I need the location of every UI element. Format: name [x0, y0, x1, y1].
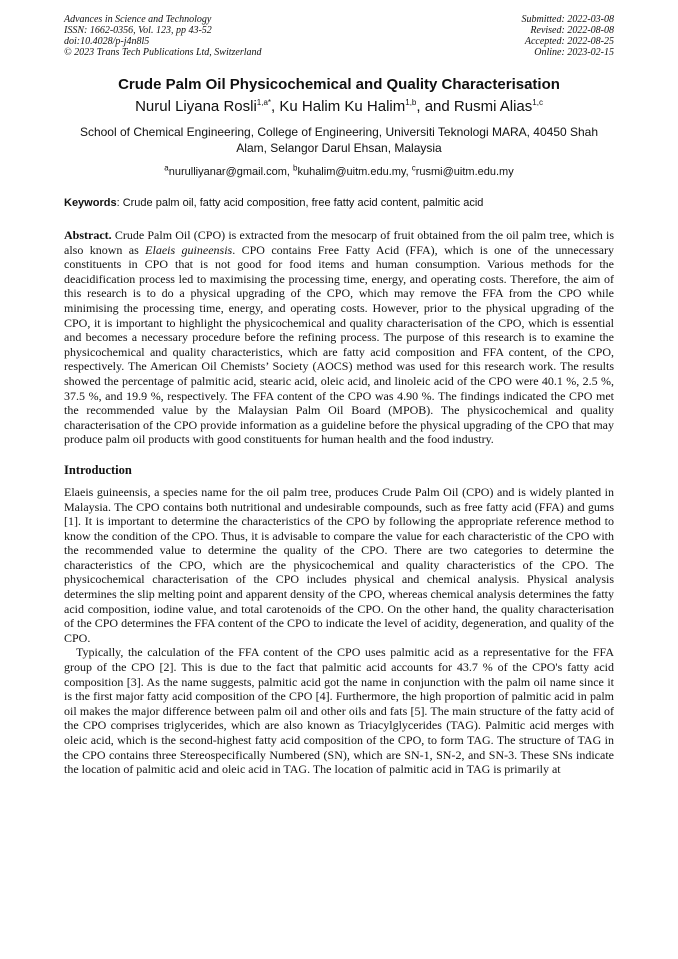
abstract-text-1: Crude Palm Oil (CPO) is extracted from the mesocarp of fruit obtained from the oil palm tree, which is also known as	[64, 228, 614, 257]
dates-info	[522, 14, 615, 58]
email-a-mark: a	[164, 163, 169, 173]
author-list	[64, 97, 614, 117]
accepted-date: Accepted: 2022-08-25	[524, 36, 614, 47]
email-b-mark: b	[293, 163, 298, 173]
doi: doi:10.4028/p-j4n8l5	[64, 36, 150, 47]
copyright: © 2023 Trans Tech Publications Ltd, Switzerland	[64, 47, 262, 58]
author-1-affil: 1,a*	[256, 98, 272, 107]
journal-name: Advances in Science and Technology	[64, 14, 212, 25]
introduction-heading: Introduction	[64, 462, 132, 477]
email-b: kuhalim@uitm.edu.my,	[297, 166, 412, 178]
email-c-mark: c	[411, 163, 416, 173]
author-emails	[64, 165, 614, 179]
online-date: Online: 2023-02-15	[534, 47, 614, 58]
abstract	[64, 228, 614, 447]
keywords	[64, 196, 614, 210]
abstract-text-2: . CPO contains Free Fatty Acid (FFA), which is one of the unnecessary constituents in CPO that is not good for food items and human consumption. Various methods for the deacidification process led to maximising the processing time, energy, and operating costs. Therefore, the aim of this research is to do a physical upgrading of the CPO, which may remove the FFA from the CPO while minimising the processing time, energy, and operating costs. However, prior to the physical upgrading of the CPO, it is important to highlight the physicochemical and quality characterisation of the CPO, which is essential and becomes a necessary procedure before the refining process. The purpose of this research is to examine the physicochemical and quality characteristics, which are fatty acid composition and FFA content, of the CPO, respectively. The American Oil Chemists’ Society (AOCS) method was used for this research work. The results showed the percentage of palmitic acid, stearic acid, oleic acid, and linoleic acid of the CPO were 40.1 %, 2.5 %, 37.5 %, and 19.9 %, respectively. The FFA content of the CPO was 4.90 %. The findings indicated the CPO met the recommended value by the Malaysian Palm Oil Board (MPOB). The physicochemical and quality characterisation of the CPO provide information as a guideline before the physical upgrading of the CPO that may produce palm oil products with good constituents for human health and the food industry.	[64, 242, 614, 447]
journal-info	[64, 14, 262, 58]
email-a: nurulliyanar@gmail.com,	[168, 166, 293, 178]
author-3-affil: 1,c	[532, 98, 543, 107]
journal-header	[64, 14, 614, 58]
revised-date: Revised: 2022-08-08	[530, 25, 614, 36]
author-2: Ku Halim Ku Halim	[279, 98, 406, 115]
keywords-label: Keywords	[64, 197, 117, 209]
author-separator: ,	[271, 98, 280, 115]
abstract-label: Abstract.	[64, 228, 112, 242]
submitted-date: Submitted: 2022-03-08	[521, 14, 614, 25]
keywords-text: : Crude palm oil, fatty acid composition, free fatty acid content, palmitic acid	[116, 197, 484, 209]
author-1: Nurul Liyana Rosli	[135, 98, 257, 115]
issn: ISSN: 1662-0356, Vol. 123, pp 43-52	[64, 25, 212, 36]
introduction-paragraph-1: Elaeis guineensis, a species name for the oil palm tree, produces Crude Palm Oil (CPO) and is widely planted in Malaysia. The CPO contains both nutritional and undesirable compounds, such as free fatty acid (FFA) and gums [1]. It is important to determine the characteristics of the CPO by following the appropriate reference method to know the condition of the CPO. Thus, it is advisable to compare the value for each characteristic of the CPO with the recommended value to determine the quality of the CPO. There are two categories to determine the characteristics of the CPO, which are the physicochemical and quality characteristics of the CPO. The physicochemical characterisation of the CPO includes physical and chemical analysis. Physical analysis determines the slip melting point and apparent density of the CPO, whereas chemical analysis determines the fatty acid composition, iodine value, and total carotenoids of the CPO. On the other hand, the quality characterisation of the CPO determines the FFA content of the CPO to indicate the level of acidity, degeneration, and quality of the CPO.	[64, 484, 614, 645]
author-separator: , and	[416, 98, 454, 115]
paper-title: Crude Palm Oil Physicochemical and Quality Characterisation	[118, 76, 560, 93]
email-c: rusmi@uitm.edu.my	[415, 166, 514, 178]
author-3: Rusmi Alias	[453, 98, 533, 115]
affiliation: School of Chemical Engineering, College of Engineering, Universiti Teknologi MARA, 40450 Shah Alam, Selangor Darul Ehsan, Malaysia	[79, 125, 599, 155]
author-2-affil: 1,b	[405, 98, 417, 107]
introduction-paragraph-2: Typically, the calculation of the FFA content of the CPO uses palmitic acid as a representative for the FFA group of the CPO [2]. This is due to the fact that palmitic acid accounts for 43.7 % of the CPO's fatty acid composition [3]. As the name suggests, palmitic acid got the name in conjunction with the palm oil name since it is the first major fatty acid composition of the CPO [4]. Furthermore, the high proportion of palmitic acid in palm oil makes the major difference between palm oil and other oils and fats [5]. The main structure of the fatty acid of the CPO comprises triglycerides, which are also known as Triacylglycerides (TAG). Palmitic acid merges with oleic acid, which is the second-highest fatty acid composition of the CPO, to form TAG. The structure of TAG in the CPO contains three Stereospecifically Numbered (SN), which are SN-1, SN-2, and SN-3. These SNs indicate the location of palmitic acid and oleic acid in TAG. The location of palmitic acid in TAG is primarily at	[64, 645, 614, 777]
abstract-species: Elaeis guineensis	[145, 242, 233, 257]
